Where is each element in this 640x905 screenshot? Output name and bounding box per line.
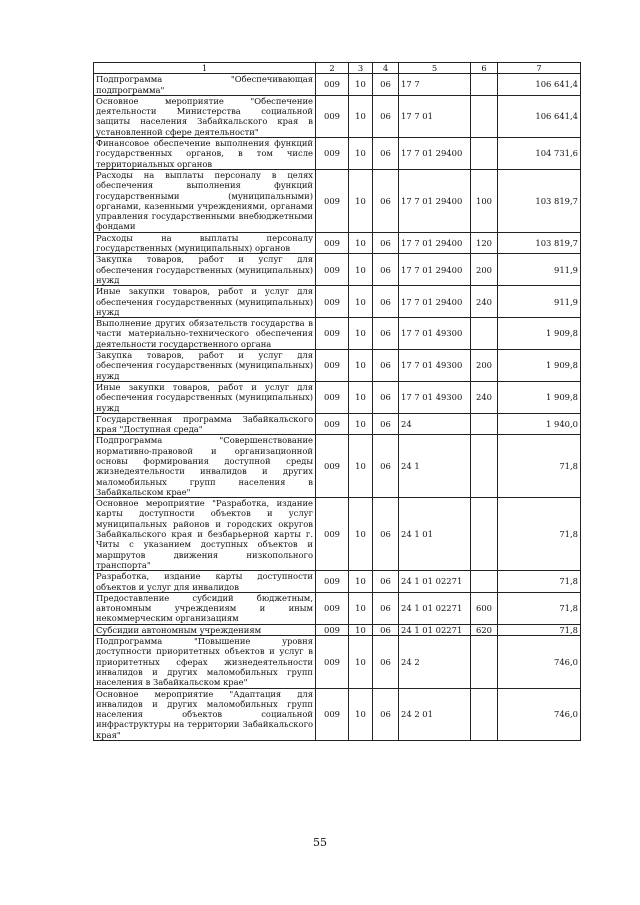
- row-ministry-code: 009: [316, 74, 349, 96]
- row-section: 10: [349, 318, 373, 350]
- row-amount: 71,8: [498, 624, 581, 635]
- table-header-row: [94, 63, 581, 74]
- row-section: 10: [349, 350, 373, 382]
- row-subsection: 06: [373, 318, 399, 350]
- row-amount: 104 731,6: [498, 138, 581, 170]
- row-amount: 1 909,8: [498, 318, 581, 350]
- row-ministry-code: 009: [316, 592, 349, 624]
- row-ministry-code: 009: [316, 169, 349, 232]
- row-subsection: 06: [373, 232, 399, 254]
- row-amount: 106 641,4: [498, 95, 581, 137]
- row-subsection: 06: [373, 592, 399, 624]
- row-name: Подпрограмма "Обеспечивающая подпрограмма": [94, 74, 316, 96]
- row-subsection: 06: [373, 381, 399, 413]
- row-expense-type: 240: [471, 381, 498, 413]
- row-expense-type: [471, 138, 498, 170]
- table-row: [94, 688, 581, 740]
- row-name: Предоставление субсидий бюджетным, автономным учреждениям и иным некоммерческим организациям: [94, 592, 316, 624]
- row-expense-type: 620: [471, 624, 498, 635]
- table-row: [94, 95, 581, 137]
- row-name: Иные закупки товаров, работ и услуг для обеспечения государственных (муниципальных) нужд: [94, 381, 316, 413]
- row-amount: 1 940,0: [498, 413, 581, 435]
- row-target-article: 24 2 01: [399, 688, 471, 740]
- row-expense-type: [471, 688, 498, 740]
- row-amount: 746,0: [498, 688, 581, 740]
- row-amount: 1 909,8: [498, 350, 581, 382]
- row-expense-type: 200: [471, 350, 498, 382]
- row-subsection: 06: [373, 286, 399, 318]
- table-row: [94, 232, 581, 254]
- row-name: Подпрограмма "Повышение уровня доступности приоритетных объектов и услуг в приоритетных сферах жизнедеятельности инвалидов и других маломобильных групп населения в Забайкальском крае": [94, 636, 316, 688]
- row-target-article: 17 7 01 29400: [399, 232, 471, 254]
- row-subsection: 06: [373, 413, 399, 435]
- row-name: Расходы на выплаты персоналу государственных (муниципальных) органов: [94, 232, 316, 254]
- header-col-6: 6: [471, 63, 498, 74]
- row-name: Государственная программа Забайкальского края "Доступная среда": [94, 413, 316, 435]
- row-target-article: 24 1 01: [399, 498, 471, 571]
- row-section: 10: [349, 435, 373, 498]
- row-target-article: 24 1 01 02271: [399, 592, 471, 624]
- row-expense-type: 100: [471, 169, 498, 232]
- row-target-article: 17 7 01 29400: [399, 286, 471, 318]
- row-amount: 106 641,4: [498, 74, 581, 96]
- row-name: Закупка товаров, работ и услуг для обеспечения государственных (муниципальных) нужд: [94, 254, 316, 286]
- row-expense-type: 120: [471, 232, 498, 254]
- row-name: Финансовое обеспечение выполнения функций государственных органов, в том числе территориальных органов: [94, 138, 316, 170]
- row-name: Основное мероприятие "Разработка, издание карты доступности объектов и услуг муниципальных районов и городских округов Забайкальского края и безбарьерной карты г. Читы с указанием доступных объектов и маршрутов движения низкопольного транспорта": [94, 498, 316, 571]
- table-row: [94, 286, 581, 318]
- table-row: [94, 254, 581, 286]
- header-col-7: 7: [498, 63, 581, 74]
- row-name: Выполнение других обязательств государства в части материально-технического обеспечения деятельности государственного органа: [94, 318, 316, 350]
- table-row: [94, 169, 581, 232]
- row-amount: 71,8: [498, 571, 581, 593]
- table-row: [94, 571, 581, 593]
- row-ministry-code: 009: [316, 624, 349, 635]
- row-section: 10: [349, 95, 373, 137]
- table-body: [94, 74, 581, 741]
- row-target-article: 17 7 01 29400: [399, 254, 471, 286]
- row-section: 10: [349, 688, 373, 740]
- row-subsection: 06: [373, 350, 399, 382]
- header-col-3: 3: [349, 63, 373, 74]
- row-ministry-code: 009: [316, 350, 349, 382]
- table-row: [94, 592, 581, 624]
- row-name: Расходы на выплаты персоналу в целях обеспечения выполнения функций государственными (муниципальными) органами, казенными учреждениями, органами управления государственными внебюджетными фондами: [94, 169, 316, 232]
- row-target-article: 24 1 01 02271: [399, 571, 471, 593]
- row-expense-type: [471, 74, 498, 96]
- row-subsection: 06: [373, 435, 399, 498]
- row-amount: 1 909,8: [498, 381, 581, 413]
- row-subsection: 06: [373, 571, 399, 593]
- row-ministry-code: 009: [316, 435, 349, 498]
- table-row: [94, 318, 581, 350]
- row-amount: 746,0: [498, 636, 581, 688]
- row-expense-type: [471, 636, 498, 688]
- table-row: [94, 138, 581, 170]
- row-name: Подпрограмма "Совершенствование нормативно-правовой и организационной основы формирования доступной среды жизнедеятельности инвалидов и других маломобильных групп населения в Забайкальском крае": [94, 435, 316, 498]
- row-expense-type: [471, 498, 498, 571]
- row-ministry-code: 009: [316, 232, 349, 254]
- row-ministry-code: 009: [316, 95, 349, 137]
- row-subsection: 06: [373, 254, 399, 286]
- page-number: 55: [313, 836, 327, 849]
- row-section: 10: [349, 413, 373, 435]
- row-amount: 71,8: [498, 435, 581, 498]
- table-row: [94, 435, 581, 498]
- row-section: 10: [349, 138, 373, 170]
- table-row: [94, 624, 581, 635]
- row-amount: 103 819,7: [498, 169, 581, 232]
- header-col-2: 2: [316, 63, 349, 74]
- row-section: 10: [349, 286, 373, 318]
- row-subsection: 06: [373, 95, 399, 137]
- row-target-article: 17 7 01 49300: [399, 318, 471, 350]
- row-ministry-code: 009: [316, 381, 349, 413]
- row-ministry-code: 009: [316, 254, 349, 286]
- row-target-article: 24 1 01 02271: [399, 624, 471, 635]
- row-ministry-code: 009: [316, 636, 349, 688]
- row-section: 10: [349, 592, 373, 624]
- row-section: 10: [349, 74, 373, 96]
- row-ministry-code: 009: [316, 318, 349, 350]
- row-section: 10: [349, 169, 373, 232]
- row-section: 10: [349, 571, 373, 593]
- table-row: [94, 413, 581, 435]
- budget-table: [93, 62, 581, 741]
- table-row: [94, 498, 581, 571]
- row-amount: 103 819,7: [498, 232, 581, 254]
- row-ministry-code: 009: [316, 286, 349, 318]
- row-expense-type: [471, 318, 498, 350]
- row-ministry-code: 009: [316, 413, 349, 435]
- row-target-article: 17 7 01: [399, 95, 471, 137]
- table-row: [94, 636, 581, 688]
- table-row: [94, 74, 581, 96]
- row-amount: 71,8: [498, 592, 581, 624]
- row-name: Иные закупки товаров, работ и услуг для обеспечения государственных (муниципальных) нужд: [94, 286, 316, 318]
- row-expense-type: [471, 571, 498, 593]
- table-row: [94, 350, 581, 382]
- row-section: 10: [349, 381, 373, 413]
- row-subsection: 06: [373, 688, 399, 740]
- row-ministry-code: 009: [316, 138, 349, 170]
- row-name: Разработка, издание карты доступности объектов и услуг для инвалидов: [94, 571, 316, 593]
- row-amount: 911,9: [498, 286, 581, 318]
- row-subsection: 06: [373, 74, 399, 96]
- row-ministry-code: 009: [316, 498, 349, 571]
- row-ministry-code: 009: [316, 688, 349, 740]
- row-amount: 71,8: [498, 498, 581, 571]
- row-ministry-code: 009: [316, 571, 349, 593]
- row-expense-type: [471, 95, 498, 137]
- row-section: 10: [349, 636, 373, 688]
- row-target-article: 17 7 01 49300: [399, 381, 471, 413]
- row-section: 10: [349, 624, 373, 635]
- header-col-4: 4: [373, 63, 399, 74]
- table-row: [94, 381, 581, 413]
- row-expense-type: 200: [471, 254, 498, 286]
- row-expense-type: 240: [471, 286, 498, 318]
- row-target-article: 17 7: [399, 74, 471, 96]
- row-subsection: 06: [373, 624, 399, 635]
- row-target-article: 24: [399, 413, 471, 435]
- row-subsection: 06: [373, 169, 399, 232]
- header-col-5: 5: [399, 63, 471, 74]
- row-section: 10: [349, 232, 373, 254]
- row-name: Основное мероприятие "Обеспечение деятельности Министерства социальной защиты населения Забайкальского края в установленной сфере деятельности": [94, 95, 316, 137]
- row-section: 10: [349, 498, 373, 571]
- row-target-article: 17 7 01 49300: [399, 350, 471, 382]
- row-section: 10: [349, 254, 373, 286]
- row-amount: 911,9: [498, 254, 581, 286]
- row-target-article: 17 7 01 29400: [399, 169, 471, 232]
- row-expense-type: [471, 413, 498, 435]
- row-target-article: 24 1: [399, 435, 471, 498]
- row-subsection: 06: [373, 498, 399, 571]
- row-target-article: 24 2: [399, 636, 471, 688]
- row-name: Закупка товаров, работ и услуг для обеспечения государственных (муниципальных) нужд: [94, 350, 316, 382]
- row-target-article: 17 7 01 29400: [399, 138, 471, 170]
- header-col-1: 1: [94, 63, 316, 74]
- row-name: Основное мероприятие "Адаптация для инвалидов и других маломобильных групп населения объектов социальной инфраструктуры на территории Забайкальского края": [94, 688, 316, 740]
- row-expense-type: 600: [471, 592, 498, 624]
- row-name: Субсидии автономным учреждениям: [94, 624, 316, 635]
- row-subsection: 06: [373, 636, 399, 688]
- row-subsection: 06: [373, 138, 399, 170]
- row-expense-type: [471, 435, 498, 498]
